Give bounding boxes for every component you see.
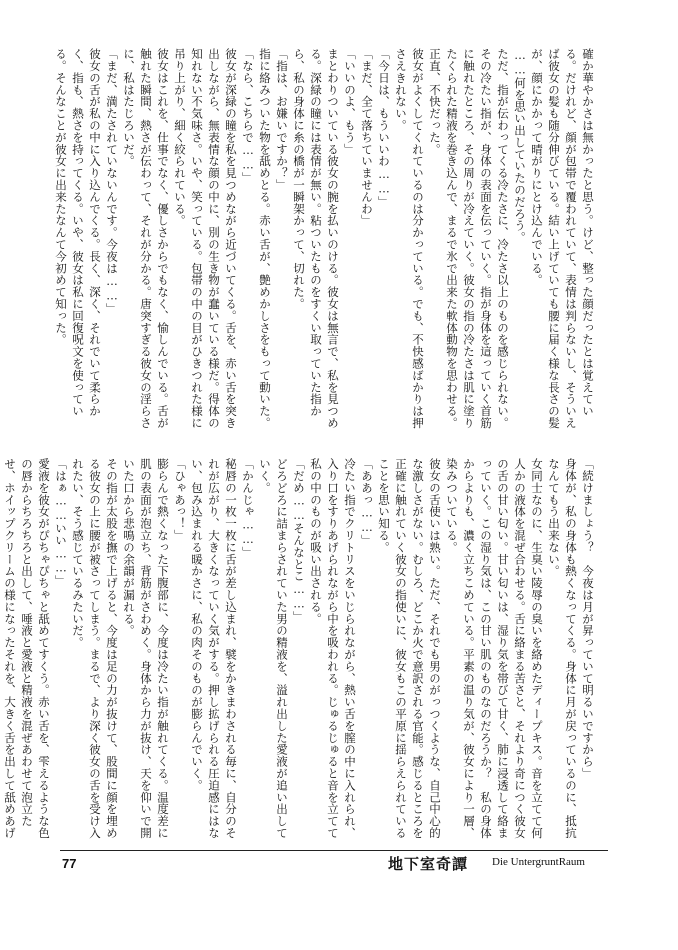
paragraph: 愛液を彼女がぴちゃぴちゃと舐めてすくう。赤い舌を、雫えるような色の唇からちろちろと出して、唾液と愛液と精液を混ぜあわせて泡立たせ、ホイップクリームの様になったそれを、大きく舌を出して舐めあげ	[3, 458, 51, 839]
dialogue-line: 「なら、こちらで……」	[241, 48, 255, 184]
top-text-column	[54, 48, 596, 430]
paragraph: 冷たい指でクリトリスをいじられながら、熱い舌を膣の中に入れられ、入り口をすりあげられながら中を吸われる。じゅるじゅると音を立てて私の中のものが吸い出される。	[309, 458, 357, 839]
dialogue-line: 「ひゃあっ！」	[173, 458, 187, 542]
paragraph: 確か華やかさは無かったと思う。けど、整った顔だったとは覚えている。だけれど、顔が包帯で覆われていて、表情は判らないし、そういえば彼女の髪も随分伸びている。結い上げていても腰に届く様な長さの髪が、顔にかかって晴がりにとけ込んでいる。	[530, 48, 595, 429]
paragraph: 女同士なのに、生臭い陵辱の臭いを絡めたディープキス。音を立てて何人かの液体を混ぜ合わせる。舌に絡まる苦さと、それより奇につく彼女の舌の甘い匂い。甘い匂いは、湿り気を帯びて甘く、肺に浸透して絡まっていく。この湿り気は、この甘い肌のものなのだろうか？ 私の身体からよりも、濃く立ちこめている。平素の温り気が、彼女により一層、染みついている。	[445, 458, 544, 839]
dialogue-line: 「だめ……そんなとこ……」	[292, 458, 306, 623]
paragraph: ただ、指が伝わってくる冷たさに、冷たさ以上のものを感じられない。その冷たい指が、身体の表面を伝っていく。指が身体を這っていく首筋に触れたところ、その周りが冷えていく。彼女の指の冷たさは肌に塗りたくられた精液を巻き込んで、まるで氷で出来た軟体動物を思わせる。	[445, 48, 510, 429]
page-number: 77	[62, 856, 77, 871]
book-title: 地下室奇譚	[388, 855, 469, 873]
dialogue-line: 「まだ、満たされていないんです。今夜は……」	[105, 48, 119, 315]
dialogue-line: 「ああっ……」	[360, 458, 374, 547]
paragraph: まとわりついている彼女の腕を払いのける。彼女は無言で、私を見つめる。深緑の瞳には表情が無い。粘ついたものをすくい取っていた指から、私の身体に糸の橋が一瞬架かって、切れた。	[292, 48, 340, 429]
paragraph: 指に絡みついた物を舐めとる。赤い舌が、艶めかしさをもって動いた。	[258, 48, 272, 429]
dialogue-line: 「はぁ……いい……」	[54, 458, 68, 587]
paragraph: どろどろに詰まらされていた男の精液を、溢れ出した愛液が追い出していく。	[258, 458, 289, 839]
dialogue-line: 「かんじゃ……」	[241, 458, 255, 559]
footer-divider	[60, 850, 608, 851]
paragraph: 正直、不快だった。	[428, 48, 442, 156]
dialogue-line: 「続けましょう？ 今夜は月が昇っていて明るいですから」	[581, 458, 595, 780]
paragraph: ……何を思い出していたのだろう。	[513, 48, 527, 244]
paragraph: 身体が、私の身体も熱くなってくる。身体に月が戻っているのに、抵抗なんてもう出来ない。	[547, 458, 578, 839]
paragraph: 秘唇の一枚一枚に舌が差し込まれ、襞をかきまわされる毎に、自分のそれが広がり、大きくなっていく気がする。押し拡げられる圧迫感にはない、包み込まれる暖かさに、私の肉そのものが膨らんでいく。	[190, 458, 238, 839]
dialogue-line: 「まだ、全て落ちていませんわ」	[360, 48, 374, 227]
paragraph: その指が太股を撫で上げると、今度は足の力が抜けて、股間に顔を埋める彼女の上に腰が被さってしまう。まるで、より深く彼女の舌を受け入れたい、そう感じているみたいだ。	[71, 458, 119, 839]
paragraph: 彼女はこれを、仕事でなく、優しさからでもなく、愉しんでいる。舌が触れた瞬間、熱さが伝わって、それが分かる。唐突すぎる彼女の淫らさに、私はたじろいだ。	[122, 48, 170, 429]
paragraph: 彼女が深緑の瞳を私を見つめながら近づいてくる。舌を、赤い舌を突き出しながら、無表情な顔の中に、別の生き物が蠢いている様だ。得体の知れない不気味さ。いや、笑っている。包帯の中の目がひきつれた様に吊り上がり、細く絞られている。	[173, 48, 238, 429]
paragraph: 彼女の舌使いは熟い。ただ、それでも男のがっつくような、自己中心的な激しさがない。むしろ、どこか火で意訳される官能。感じるところを正確に触れていく彼女の指使いに、彼女もこの平原に揺らえられていることを思い知る。	[377, 458, 442, 839]
paragraph: 膨らんで熱くなった下腹部に、今度は冷たい指が触れてくる。温度差に肌の表面が泡立ち、背筋がさわめく。身体から力が抜け、天を仰いで開いた口から悲鳴の余韻が漏れる。	[122, 458, 170, 839]
paragraph: 彼女がよくしてくれているのは分かっている。でも、不快感ばかりは押さえきれない。	[394, 48, 425, 429]
dialogue-line: 「指は、お嫌いですか？」	[275, 48, 289, 191]
book-subtitle: Die UntergruntRaum	[492, 856, 585, 868]
bottom-text-column	[3, 458, 596, 840]
dialogue-line: 「今日は、もういいわ……」	[377, 48, 391, 208]
dialogue-line: 「いいのよ、もう」	[343, 48, 357, 156]
paragraph: 彼女の舌が私の中に入り込んでくる。長く、深く、それでいて柔らかく、指も、熱さを持ってくる。いや、彼女は私に回復呪文を使っている。そんなことが彼女に出来たなんて今初めて知った。	[54, 48, 102, 417]
